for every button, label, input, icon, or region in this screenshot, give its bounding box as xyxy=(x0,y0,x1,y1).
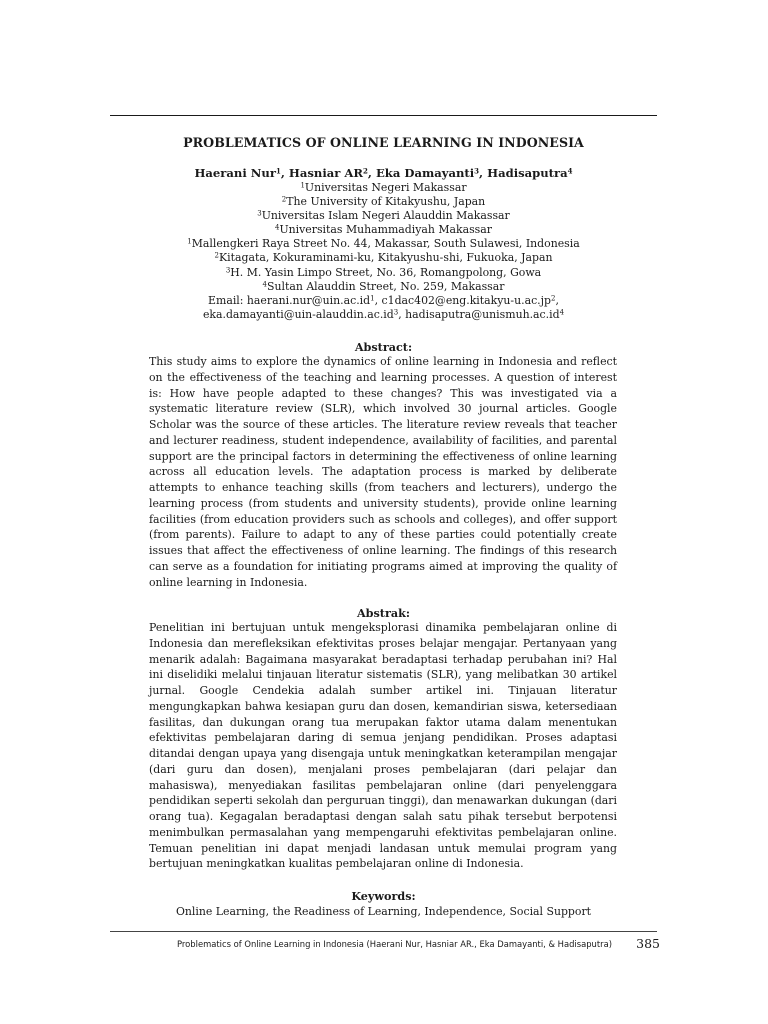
author-separator: , xyxy=(367,166,376,180)
author-name: Eka Damayanti xyxy=(375,166,475,180)
affiliation-mark: 2 xyxy=(281,195,287,204)
affiliation-line xyxy=(110,209,657,223)
address-line xyxy=(110,280,657,294)
email-address[interactable]: eka.damayanti@uin-alauddin.ac.id xyxy=(202,307,394,321)
address-text: H. M. Yasin Limpo Street, No. 36, Romangpolong, Gowa xyxy=(230,265,542,279)
author-name: Hasniar AR xyxy=(288,166,364,180)
abstract-text: This study aims to explore the dynamics of online learning in Indonesia and reflect on the effectiveness of the teaching and learning processes. A question of interest is: How have people adapted to these changes? This was investigated via a systematic literature review (SLR), which involved 30 journal articles. Google Scholar was the source of these articles. The literature review reveals that teacher and lecturer readiness, student independence, availability of facilities, and parental support are the principal factors in determining the effectiveness of online learning across all education levels. The adaptation process is marked by deliberate attempts to enhance teaching skills (from teachers and lecturers), undergo the learning process (from students and university students), provide online learning facilities (from education providers such as schools and colleges), and offer support (from parents). Failure to adapt to any of these parties could potentially create issues that affect the effectiveness of online learning. The findings of this research can serve as a foundation for initiating programs aimed at improving the quality of online learning in Indonesia. xyxy=(149,355,617,589)
author-separator: , xyxy=(479,166,488,180)
address-text: Mallengkeri Raya Street No. 44, Makassar, South Sulawesi, Indonesia xyxy=(191,237,580,251)
affiliation-text: Universitas Muhammadiyah Makassar xyxy=(279,223,492,237)
address-line xyxy=(110,237,657,251)
email-mark: 1 xyxy=(370,294,375,303)
address-mark: 3 xyxy=(225,266,231,275)
address-line xyxy=(110,251,657,265)
author-separator: , xyxy=(280,166,289,180)
address-text: Kitagata, Kokuraminami-ku, Kitakyushu-shi, Fukuoka, Japan xyxy=(219,251,553,265)
abstract-heading: Abstract: xyxy=(354,340,413,354)
affiliation-text: Universitas Negeri Makassar xyxy=(304,181,467,194)
affiliation-line xyxy=(110,181,657,195)
affiliation-block xyxy=(110,181,657,322)
running-footer: Problematics of Online Learning in Indonesia (Haerani Nur, Hasniar AR., Eka Damayanti, & Hadisaputra) xyxy=(177,939,612,949)
address-text: Sultan Alauddin Street, No. 259, Makassar xyxy=(267,279,505,293)
author-name: Haerani Nur xyxy=(194,166,276,180)
keywords-text: Online Learning, the Readiness of Learning, Independence, Social Support xyxy=(175,905,592,918)
author-name: Hadisaputra xyxy=(487,166,568,180)
author-mark: 4 xyxy=(567,166,573,176)
header-rule xyxy=(110,115,657,116)
email-prefix: Email: xyxy=(208,293,247,307)
affiliation-mark: 1 xyxy=(300,181,305,190)
email-line: $eka.damayanti@uin-alauddin.ac.id^3$, $hadisaputra@unismuh.ac.id^4$ xyxy=(202,307,565,321)
paper-title: PROBLEMATICS OF ONLINE LEARNING IN INDONESIA xyxy=(183,135,584,150)
author-list xyxy=(110,166,657,180)
email-mark: 2 xyxy=(551,294,556,303)
affiliation-text: Universitas Islam Negeri Alauddin Makassar xyxy=(261,209,510,223)
email-address[interactable]: hadisaputra@unismuh.ac.id xyxy=(405,307,560,321)
email-line: Email: $haerani.nur@uin.ac.id^1$, $c1dac402@eng.kitakyu-u.ac.jp^2$, xyxy=(208,293,559,307)
keywords-heading: Keywords: xyxy=(351,889,416,903)
affiliation-mark: 4 xyxy=(275,223,280,232)
email-mark: 4 xyxy=(559,308,565,317)
author-mark: 1 xyxy=(275,166,281,176)
address-line xyxy=(110,266,657,280)
affiliation-mark: 3 xyxy=(257,209,262,218)
affiliation-line xyxy=(110,223,657,237)
address-mark: 1 xyxy=(187,237,192,246)
author-mark: 2 xyxy=(363,166,368,176)
author-mark: 3 xyxy=(474,166,480,176)
abstrak-text: Penelitian ini bertujuan untuk mengeksplorasi dinamika pembelajaran online di Indonesia dan merefleksikan efektivitas proses belajar mengajar. Pertanyaan yang menarik adalah: Bagaimana masyarakat beradaptasi terhadap perubahan ini? Hal ini diselidiki melalui tinjauan literatur sistematis (SLR), yang melibatkan 30 artikel jurnal. Google Cendekia adalah sumber artikel ini. Tinjauan literatur mengungkapkan bahwa kesiapan guru dan dosen, kemandirian siswa, ketersediaan fasilitas, dan dukungan orang tua merupakan faktor utama dalam menentukan efektivitas pembelajaran daring di semua jenjang pendidikan. Proses adaptasi ditandai dengan upaya yang disengaja untuk meningkatkan keterampilan mengajar (dari guru dan dosen), menjalani proses pembelajaran (dari pelajar dan mahasiswa), menyediakan fasilitas pembelajaran online (dari penyelenggara pendidikan seperti sekolah dan perguruan tinggi), dan menawarkan dukungan (dari orang tua). Kegagalan beradaptasi dengan salah satu pihak tersebut berpotensi menimbulkan permasalahan yang mempengaruhi efektivitas pembelajaran online. Temuan penelitian ini dapat menjadi landasan untuk memulai program yang bertujuan meningkatkan kualitas pembelajaran online di Indonesia. xyxy=(149,621,617,871)
affiliation-line xyxy=(110,195,657,209)
email-address[interactable]: c1dac402@eng.kitakyu-u.ac.jp xyxy=(381,293,551,307)
footer-rule xyxy=(110,931,657,932)
address-mark: 4 xyxy=(262,280,268,289)
email-address[interactable]: haerani.nur@uin.ac.id xyxy=(246,293,371,307)
affiliation-text: The University of Kitakyushu, Japan xyxy=(286,195,486,209)
abstrak-heading: Abstrak: xyxy=(357,606,410,620)
email-mark: 3 xyxy=(393,308,399,317)
page-number: 385 xyxy=(636,936,660,951)
address-mark: 2 xyxy=(214,251,219,260)
